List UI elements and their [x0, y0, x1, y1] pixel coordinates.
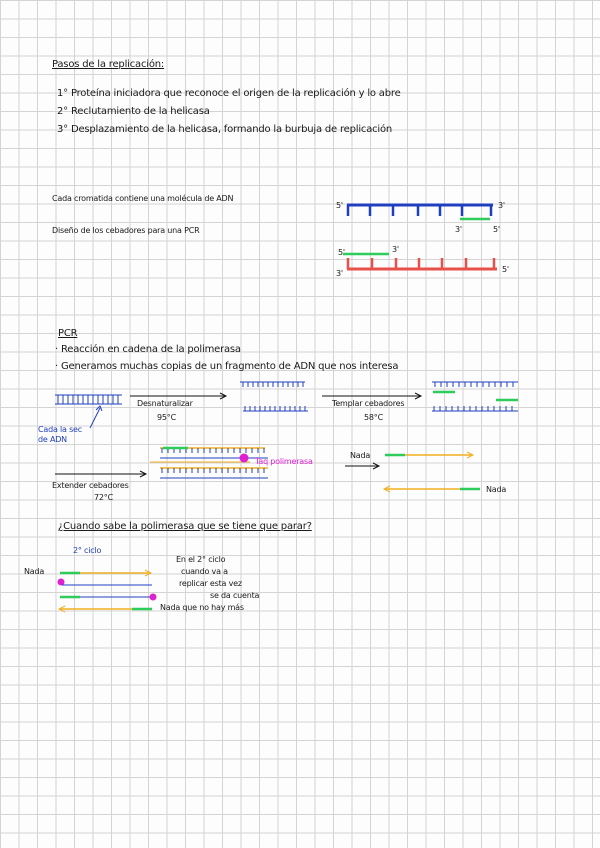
primer-design-note: Diseño de los cebadores para una PCR [52, 226, 200, 235]
replication-step-1: 1° Proteína iniciadora que reconoce el origen de la replicación y lo abre [57, 88, 401, 99]
replication-step-3: 3° Desplazamiento de la helicasa, formando la burbuja de replicación [57, 124, 393, 135]
pcr-bullet-1: · Reacción en cadena de la polimerasa [55, 344, 241, 355]
cycle-note-1: En el 2° ciclo [176, 555, 226, 564]
blue-dna-strand [347, 205, 493, 216]
end-label: 3' [455, 225, 462, 234]
extension-drawing [150, 448, 268, 478]
extend-temp: 72°C [94, 493, 113, 502]
second-cycle-label: 2° ciclo [73, 546, 102, 555]
end-label: 5' [502, 265, 509, 274]
nada-label-2: Nada [486, 485, 507, 494]
anneal-temp: 58°C [364, 413, 383, 422]
polymerase-question: ¿Cuando sabe la polimerasa que se tiene que parar? [58, 521, 312, 532]
cycle-note-4: se da cuenta [210, 591, 260, 600]
replication-step-2: 2° Reclutamiento de la helicasa [57, 106, 210, 117]
cycle-note-2: cuando va a [181, 567, 228, 576]
seq-pointer-arrow [90, 408, 100, 428]
red-dna-strand [347, 258, 497, 269]
annealed-strands [432, 382, 518, 411]
pcr-bullet-2: · Generamos muchas copias de un fragmento de ADN que nos interesa [55, 361, 399, 372]
pcr-title: PCR [58, 328, 78, 339]
end-label: 3' [392, 245, 399, 254]
denature-temp: 95°C [157, 413, 176, 422]
anneal-label: Templar cebadores [332, 399, 405, 408]
chromatid-note: Cada cromatida contiene una molécula de ADN [52, 194, 234, 203]
extend-label: Extender cebadores [52, 481, 129, 490]
single-strands [240, 382, 308, 411]
denature-label: Desnaturalizar [137, 399, 193, 408]
end-label: 5' [336, 201, 343, 210]
second-cycle-strands [58, 570, 157, 612]
cycle-note-3: replicar esta vez [179, 579, 242, 588]
end-label: 3' [336, 269, 343, 278]
end-label: 5' [493, 225, 500, 234]
nada-label-3: Nada [24, 567, 45, 576]
end-label: 5' [338, 248, 345, 257]
seq-label: Cada la sec de ADN [38, 425, 82, 445]
replication-title: Pasos de la replicación: [52, 59, 165, 70]
taq-label: Taq polimerasa [255, 457, 313, 466]
nada-more-label: Nada que no hay más [160, 603, 244, 612]
initial-dna [55, 395, 122, 404]
end-label: 3' [498, 201, 505, 210]
nada-label-1: Nada [350, 451, 371, 460]
